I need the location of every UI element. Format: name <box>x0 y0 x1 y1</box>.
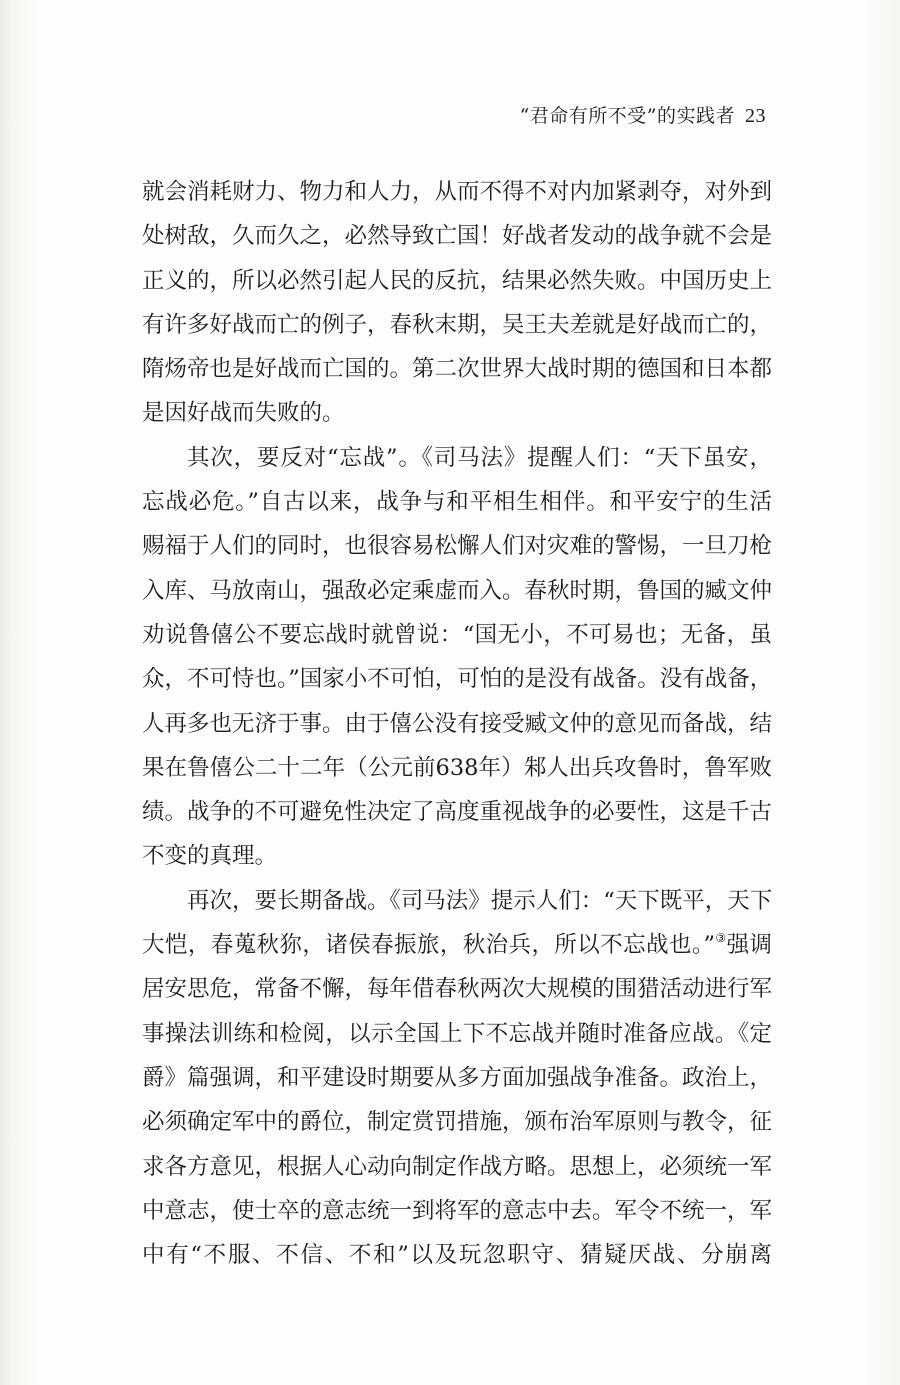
text-line: 必须确定军中的爵位，制定赏罚措施，颁布治军原则与教令，征 <box>142 1109 772 1136</box>
text-line: 事操法训练和检阅，以示全国上下不忘战并随时准备应战。《定 <box>142 1020 772 1047</box>
text-line: 爵》篇强调，和平建设时期要从多方面加强战争准备。政治上， <box>142 1064 772 1091</box>
text-line: 就会消耗财力、物力和人力，从而不得不对内加紧剥夺，对外到 <box>142 179 772 205</box>
text-line: 正义的，所以必然引起人民的反抗，结果必然失败。中国历史上 <box>142 267 772 294</box>
text-line: 处树敌，久而久之，必然导致亡国！好战者发动的战争就不会是 <box>142 223 772 250</box>
text-segment: 大恺，春蒐秋狝，诸侯春振旅，秋治兵，所以不忘战也。” <box>142 932 715 959</box>
text-line: 隋炀帝也是好战而亡国的。第二次世界大战时期的德国和日本都 <box>142 356 772 383</box>
text-line: 入库、马放南山，强敌必定乘虚而入。春秋时期，鲁国的臧文仲 <box>142 577 772 604</box>
running-header <box>520 103 766 129</box>
footnote-reference: ③ <box>714 931 727 946</box>
text-line: 中有“不服、不信、不和”以及玩忽职守、猜疑厌战、分崩离 <box>142 1242 772 1269</box>
running-title: “君命有所不受”的实践者 <box>519 105 735 127</box>
text-line: 忘战必危。”自古以来，战争与和平相生相伴。和平安宁的生活 <box>142 489 772 516</box>
text-line: 是因好战而失败的。 <box>142 400 345 427</box>
text-line: 其次，要反对“忘战”。《司马法》提醒人们：“天下虽安， <box>187 444 772 471</box>
text-line: 劝说鲁僖公不要忘战时就曾说：“国无小，不可易也；无备，虽 <box>142 621 772 648</box>
text-line: 众，不可恃也。”国家小不可怕，可怕的是没有战备。没有战备， <box>142 666 772 693</box>
text-line-with-footnote <box>142 923 772 967</box>
page-number: 23 <box>745 105 766 127</box>
text-line: 赐福于人们的同时，也很容易松懈人们对灾难的警惕，一旦刀枪 <box>142 533 772 560</box>
text-line: 绩。战争的不可避免性决定了高度重视战争的必要性，这是千古 <box>142 799 772 826</box>
text-line: 有许多好战而亡的例子，春秋末期，吴王夫差就是好战而亡的， <box>142 311 772 338</box>
text-line: 果在鲁僖公二十二年（公元前638年）邾人出兵攻鲁时，鲁军败 <box>142 754 772 781</box>
body-text <box>142 170 772 1277</box>
text-line: 中意志，使士卒的意志统一到将军的意志中去。军令不统一，军 <box>142 1197 772 1224</box>
text-line: 不变的真理。 <box>142 843 278 870</box>
text-line: 求各方意见，根据人心动向制定作战方略。思想上，必须统一军 <box>142 1153 772 1180</box>
text-line: 居安思危，常备不懈，每年借春秋两次大规模的围猎活动进行军 <box>142 976 772 1003</box>
text-line: 人再多也无济于事。由于僖公没有接受臧文仲的意见而备战，结 <box>142 710 772 737</box>
text-segment: 强调 <box>726 932 772 959</box>
text-line: 再次，要长期备战。《司马法》提示人们：“天下既平，天下 <box>187 887 772 914</box>
